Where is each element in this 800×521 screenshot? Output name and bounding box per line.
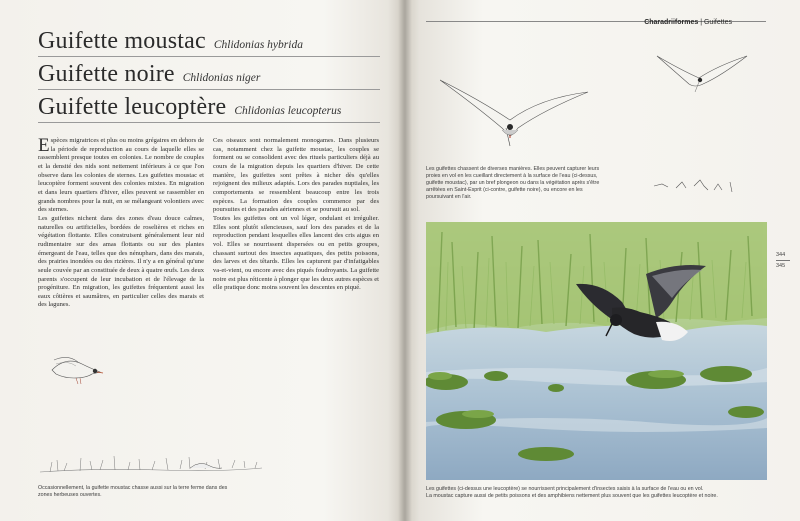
species-title-leucoptere — [38, 94, 380, 123]
marsh-painting-black-tern — [426, 222, 767, 480]
gutter-shadow — [398, 0, 412, 521]
body-column-left — [38, 137, 204, 310]
header-separator: | — [698, 19, 704, 26]
caption-line: La moustac capture aussi de petits poissons et des amphibiens nettement plus souvent que les guifettes leucoptère et noire. — [426, 493, 718, 499]
caption-top-right: Les guifettes chassent de diverses manières. Elles peuvent capturer leurs proies en vol en les cueillant directement à la surface de l'eau (ci-dessus, guifette moustac), par un bref plongeon ou dans la végétation après s'être arrêtées en Saint-Esprit (ci-contre, guifette noire), ou encore en les poursuivant en l'air. — [426, 166, 600, 200]
latin-name: Chlidonias niger — [182, 72, 261, 84]
species-title-moustac — [38, 28, 380, 57]
common-name: Guifette leucoptère — [38, 94, 227, 120]
tern-landing-sketch — [48, 350, 108, 390]
paragraph: Les guifettes nichent dans des zones d'eau douce calmes, naturelles ou artificielles, bordées de roselières et riches en végétation flottante. Elles construisent généralement leur nid rudimentaire sur des amas flottants ou sur des plantes émergeant de l'eau, telles que des nénuphars, dans des marais, des prairies inondées ou des rizières. Il n'y a en général qu'une seule couvée par an constituée de deux à quatre œufs. Les deux parents s'occupent de leur incubation et de l'élevage de la progéniture. En migration, les guifettes fréquentent aussi les eaux côtières et saumâtres, en particulier celles des marais et des lagunes. — [38, 214, 204, 309]
running-header — [426, 14, 766, 26]
page-number-left: 344 — [776, 252, 786, 258]
caption-bottom-right — [426, 486, 756, 500]
latin-name: Chlidonias leucopterus — [234, 105, 342, 117]
paragraph: Toutes les guifettes ont un vol léger, ondulant et irrégulier. Elles sont plutôt silencieuses, sauf lors des parades et de la reproduction pendant lesquelles elles lancent des cris aigus en vol. Elles se nourrissent dispersées ou en petits groupes, chassant surtout des insectes aquatiques, des petits poissons, des larves et des têtards. Elles les capturent par d'infatigables va-et-vient, ou encore avec des piqués foudroyants. La guifette noire est plus réticente à plonger que les deux autres espèces et elle pratique donc moins souvent les descentes en piqué. — [213, 214, 379, 292]
paragraph: Ces oiseaux sont normalement monogames. Dans plusieurs cas, notamment chez la guifette moustac, les couples se forment ou se consolident avec des rituels particuliers déjà au cours de la migration depuis les quartiers d'hiver. De cette manière, les guifettes sont prêtes à nicher dès qu'elles rejoignent des milieux adaptés. Lors des parades nuptiales, les comportements se ressemblent beaucoup entre les trois espèces. La formation des couples commence par des poursuites et des parades aériennes et se poursuit au sol. — [213, 137, 379, 214]
page-number-right: 345 — [776, 263, 786, 269]
common-name: Guifette moustac — [38, 28, 206, 54]
tern-flying-sketch-small — [655, 48, 750, 98]
caption-line: Les guifettes (ci-dessus une leucoptère) se nourrissent principalement d'insectes saisis à la surface de l'eau ou en vol. — [426, 486, 704, 492]
page-numbers — [776, 250, 790, 271]
tern-sequence-sketch — [648, 176, 743, 198]
paragraph — [38, 137, 204, 215]
paragraph-text: spèces migratrices et plus ou moins grégaires en dehors de la période de reproduction au cours de laquelle elles se rassemblent presque toutes en colonies. Le nombre de couples et la densité des nids sont nettement inférieurs à ce que l'on observe dans les colonies de sternes. Les guifettes moustac et leucoptère forment souvent des colonies mixtes. En migration et dans leurs quartiers d'hiver, elles peuvent se rassembler en grands nombres pour la nuit, en se mélangeant volontiers avec des sternes. — [38, 137, 204, 214]
tern-flying-sketch — [440, 70, 590, 150]
species-title-noire — [38, 61, 380, 90]
header-order: Charadriiformes — [644, 19, 699, 26]
header-family: Guifettes — [703, 19, 732, 26]
grass-sketch — [40, 448, 262, 480]
body-column-right — [213, 137, 379, 293]
latin-name: Chlidonias hybrida — [213, 39, 303, 51]
drop-cap: E — [38, 135, 50, 156]
common-name: Guifette noire — [38, 61, 175, 87]
caption-left: Occasionnellement, la guifette moustac chasse aussi sur la terre ferme dans des zones herbeuses ouvertes. — [38, 485, 228, 498]
